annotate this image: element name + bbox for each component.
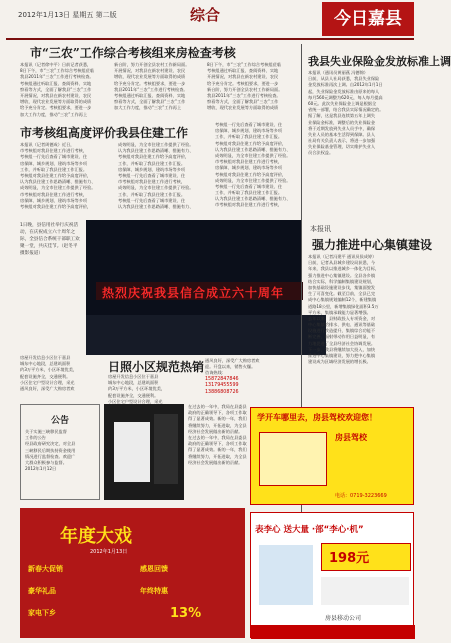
issue-date: 2012年1月13日 星期五 第二版: [18, 11, 117, 19]
photo-caption: 1日晚，县信用社举行庆祝活动，在庆祝成立六十周年之际，全县信合系统干部职工欢聚一堂，共庆佳节。（赵冬平 摄影报道）: [20, 223, 80, 256]
mobile-ad-price: 198元: [329, 551, 370, 566]
article-4-title: 强力推进中心集镇建设: [312, 238, 433, 252]
mobile-ad-title: 表李心 送大量 ·部“李心·机”: [255, 525, 364, 535]
driving-school-panel: [259, 432, 327, 486]
event-badge: 感恩回馈: [140, 565, 168, 573]
article-2-body-col2: 成效明显，为全市住建工作提供了经验。 认为我县住建工作思路清晰、措施有力、 考核组对我县住建工作给予高度评价， 工作，并听取了我县住建工作汇报。 房保障、城乡规划、建筑市场等多项 考核组一行先后查看了城市建设、住 市考核组对我县住建工作进行考核， 成效明显，为全市住建工作提供了经验。 工作，并听取了我县住建工作汇报。 考核组一行先后查看了城市建设、住 认为我县住建工作思路清晰、措施有力、: [118, 142, 194, 209]
article-2-body: 本报讯（记者周德成）近日， 市考核组对我县住建工作进行考核， 考核组一行先后查看了城市建设、住 房保障、城乡规划、建筑市场等多项 工作，并听取了我县住建工作汇报。 考核组对我县住建工作给予高度评价， 认为我县住建工作思路清晰、措施有力、 成效明显，为全市住建工作提供了经验。 市考核组对我县住建工作进行考核， 房保障、城乡规划、建筑市场等多项 考核组对我县住建工作给予高度评价，: [20, 142, 96, 209]
event-badge: 家电下乡: [28, 609, 56, 617]
event-ad-title: 年度大戏: [60, 526, 132, 547]
driving-school-ad: [250, 407, 414, 505]
header-rule: [6, 38, 414, 40]
mobile-ad-phone-image: [259, 545, 313, 605]
notice-line: 三峡移民后期扶持资金使用: [25, 447, 76, 453]
photo-banner-text: 热烈庆祝我县信合成立六十周年: [102, 286, 285, 300]
notice-box: [20, 404, 100, 500]
event-badge: 豪华礼品: [28, 587, 56, 595]
event-ad-date: 2012年1月13日: [90, 549, 128, 555]
article-1-body-col2: 新台阶，努力开创全县农村工作新局面。 开展情况，对我县在新农村建设、农民 增收、现代农业发展等方面取得的成绩 给予充分肯定。考核组要求，要进一步 我县2011年“三农”工作进行考核检查。 考核组通过听取汇报、查阅资料、实地 察看等方式，全面了解我县“三农”工作 加大工作力度，推动“三农”工作再上: [114, 62, 190, 111]
notice-line: 工作的公告: [25, 435, 46, 441]
event-photo: [86, 220, 301, 354]
event-badge-percent: 13%: [170, 606, 202, 621]
event-badge: 年终特惠: [140, 587, 168, 595]
mobile-ad: [250, 512, 414, 638]
notice-line: 经县政府研究决定，对全县: [25, 441, 76, 447]
portrait-ad: [104, 404, 184, 500]
event-ad: [20, 508, 245, 638]
photo-crowd: [86, 315, 326, 355]
article-3-title: 我县失业保险金发放标准上调: [308, 55, 451, 68]
article-2-title: 市考核组高度评价我县住建工作: [20, 126, 189, 140]
article-4-body: 本报讯（记者冯建平 通讯员侯成婷） 日前，记者从县城乡建设局获悉，今 年来，我县以推进城乡一体化为目标， 强力推进中心集镇建设。全县各乡镇 结合实际，科学编制集镇建设规划， 加快基础设施建设步伐，集镇面貌发 生了可喜变化。截至目前，全县已完 成中心集镇规划编制12个，新建集镇 道路18公里，新增集镇绿化面积3.5万 平方米，集镇承载能力显著增强。 去年以来，县财政投入专项资金，对 中心集镇给排水、供电、通讯等基础 设施进行改造提升，集镇综合功能不 断完善，辐射带动作用日益明显，有 力地促进了全县经济社会协调发展。 下一步，我县将继续加大投入，加快 推进中心集镇建设，努力把中心集镇 建设成为区域经济发展的增长极。: [308, 254, 380, 365]
notice-line: 大群众积极参与监督。: [25, 459, 67, 465]
article-6-body: 在过去的一年中，我局在县委县 政府的正确领导下，各项工作取 得了显著成效。新的一年，我们 将继续努力，开拓进取，为全县 经济社会发展做出新的贡献。 在过去的一年中，我局在县委县 政府的正确领导下，各项工作取 得了显著成效。新的一年，我们 将继续努力，开拓进取，为全县 经济社会发展做出新的贡献。: [188, 404, 247, 465]
portrait-ad-figure: [154, 414, 178, 484]
notice-line: 关于实施三峡移民监督: [25, 429, 67, 434]
driving-school-phone: 电话：0719-3223669: [335, 493, 387, 499]
newspaper-logo: 今日嘉县: [322, 2, 414, 36]
event-badge: 新春大促销: [28, 565, 63, 573]
article-3-body: 本报讯（通讯员黄丽燕 冯德锦） 日前，从县人社局获悉，我县失业保险 金发放标准再次上调。自2012年1月1日 起，失业保险金发放标准由原来的每人 每月560元调整为620元，每人每月提高 60元。此次失业保险金上调是根据全 省统一部署，结合我县实际情况确定的。 据了解，这是我县连续第五年上调失 业保险金标准，调整后的失业保险金 将于近期发放到失业人员手中，确保 失业人员的基本生活得到保障。县人 社局有关负责人表示，将进一步加强 失业保险基金管理，切实维护失业人 员合法权益。: [308, 70, 384, 156]
article-1-title: 市“三农”工作综合考核组来房检查考核: [30, 46, 236, 60]
driving-school-title: 学开车哪里去，房县驾校欢迎您！: [257, 413, 377, 422]
portrait-ad-panel: [114, 422, 150, 482]
notice-line: 情况进行监督检查。欢迎广: [25, 453, 76, 459]
section-title: 综合: [190, 6, 221, 24]
article-1-body-col3: 8日下午，市“三农”工作综合考核组莅临 考核组通过听取汇报、查阅资料、实地 开展情况，对我县在新农村建设、农民 给予充分肯定。考核组要求，要进一步 新台阶，努力开创全县农村工作新局面。 我县2011年“三农”工作进行考核检查。 察看等方式，全面了解我县“三农”工作 增收、现代农业发展等方面取得的成绩: [207, 62, 283, 111]
notice-title: 公告: [51, 416, 70, 426]
article-2-body-col3: 考核组一行先后查看了城市建设、住 房保障、城乡规划、建筑市场等多项 工作，并听取了我县住建工作汇报。 考核组对我县住建工作给予高度评价， 认为我县住建工作思路清晰、措施有力、 成效明显，为全市住建工作提供了经验。 市考核组对我县住建工作进行考核， 房保障、城乡规划、建筑市场等多项 考核组对我县住建工作给予高度评价， 成效明显，为全市住建工作提供了经验。 考核组一行先后查看了城市建设、住 工作，并听取了我县住建工作汇报。 认为我县住建工作思路清晰、措施有力、 市考核组对我县住建工作进行考核，: [215, 122, 291, 208]
article-5-body-left: 房屋开发信息小区位于嘉县 城东中心地段，总建筑面积 约3万平方米，小区环境优美， 配套设施齐全，交通便利。 小区住宅户型设计合理，采光 通风良好，深受广大购房者欢: [20, 355, 78, 391]
article-5-body: 房屋开发信息小区位于嘉县 城东中心地段，总建筑面积 约3万平方米，小区环境优美， 配套设施齐全，交通便利。 小区住宅户型设计合理，采光: [108, 374, 166, 404]
article-5-contact: 通风良好，深受广大购房者欢 迎。开盘以来，销售火爆。 咨询热线： 15872847846 13179455599 13886808726: [205, 358, 260, 395]
article-4-kicker: 本报讯: [310, 225, 331, 233]
notice-line: 2012年1月12日: [25, 466, 57, 472]
article-1-body: 本报讯（记者徐中平）日前记者获悉， 8日下午，市“三农”工作综合考核组莅临 我县2011年“三农”工作进行考核检查。 考核组通过听取汇报、查阅资料、实地 察看等方式，全面了解我县“三农”工作 开展情况，对我县在新农村建设、农民 增收、现代农业发展等方面取得的成绩 给予充分肯定。考核组要求，要进一步 加大工作力度，推动“三农”工作再上: [20, 62, 95, 117]
mobile-ad-company: 房县移动公司: [325, 615, 362, 622]
mobile-ad-info-box: [321, 577, 409, 605]
mobile-ad-footer: [251, 625, 415, 639]
article-5-title: 日照小区规范热销: [108, 360, 205, 374]
driving-school-name: 房县驾校: [335, 433, 367, 442]
